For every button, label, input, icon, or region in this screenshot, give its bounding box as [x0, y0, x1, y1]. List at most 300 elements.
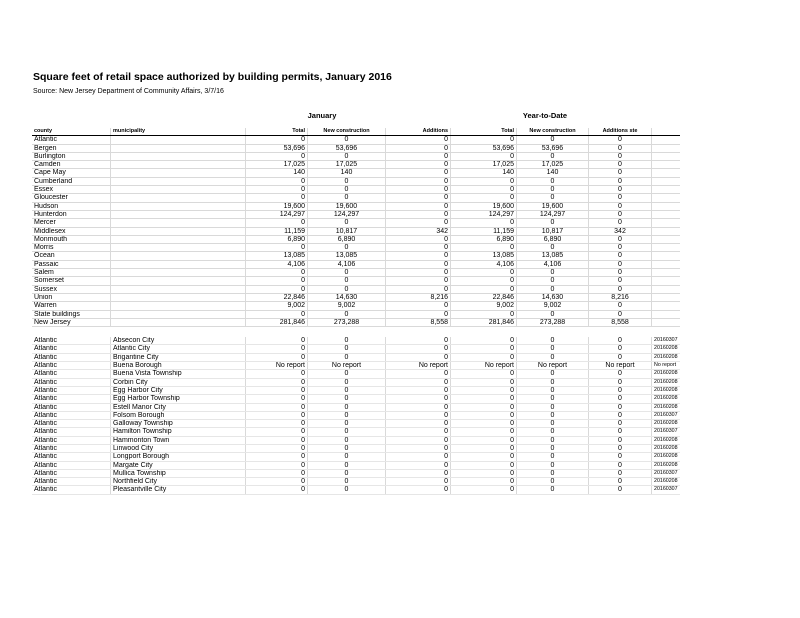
cell-jan-additions: 0 [386, 235, 451, 243]
cell-ytd-new-construction: 19,600 [517, 202, 589, 210]
cell-jan-total: 0 [246, 194, 308, 202]
cell-jan-additions: 0 [386, 444, 451, 452]
cell-ytd-new-construction: 6,890 [517, 235, 589, 243]
group-header-ytd: Year-to-Date [522, 111, 568, 120]
cell-municipality [111, 244, 246, 252]
cell-ytd-total: 0 [451, 353, 517, 361]
cell-municipality [111, 277, 246, 285]
cell-jan-new-construction: 0 [308, 310, 386, 318]
cell-ytd-new-construction: 53,696 [517, 144, 589, 152]
cell-jan-additions: 0 [386, 370, 451, 378]
cell-county: Atlantic [32, 353, 111, 361]
cell-municipality [111, 136, 246, 144]
cell-ytd-new-construction: 0 [517, 353, 589, 361]
cell-jan-new-construction: No report [308, 362, 386, 370]
cell-report-date [652, 285, 680, 293]
cell-county: Atlantic [32, 428, 111, 436]
cell-ytd-total: 0 [451, 403, 517, 411]
cell-jan-total: 0 [246, 244, 308, 252]
cell-ytd-new-construction: 0 [517, 277, 589, 285]
cell-jan-new-construction: 6,890 [308, 235, 386, 243]
cell-jan-new-construction: 0 [308, 244, 386, 252]
cell-jan-new-construction: 0 [308, 395, 386, 403]
cell-ytd-total: 0 [451, 411, 517, 419]
cell-ytd-additions: 0 [589, 169, 652, 177]
cell-ytd-additions: 0 [589, 235, 652, 243]
cell-county: Atlantic [32, 403, 111, 411]
municipality-row [32, 370, 680, 378]
cell-ytd-additions: 0 [589, 453, 652, 461]
municipality-row [32, 444, 680, 452]
cell-jan-additions: 0 [386, 453, 451, 461]
cell-municipality [111, 186, 246, 194]
county-row [32, 269, 680, 277]
cell-municipality [111, 293, 246, 301]
county-row [32, 260, 680, 268]
cell-report-date: 20160208 [652, 370, 680, 378]
cell-jan-new-construction: 53,696 [308, 144, 386, 152]
cell-ytd-total: 0 [451, 461, 517, 469]
cell-ytd-new-construction: 0 [517, 403, 589, 411]
cell-report-date: 20160208 [652, 478, 680, 486]
cell-municipality [111, 318, 246, 326]
cell-municipality: Mullica Township [111, 469, 246, 477]
cell-municipality [111, 210, 246, 218]
cell-report-date [652, 277, 680, 285]
cell-jan-new-construction: 0 [308, 269, 386, 277]
cell-jan-total: 0 [246, 310, 308, 318]
cell-jan-new-construction: 4,106 [308, 260, 386, 268]
county-row [32, 186, 680, 194]
cell-county: Somerset [32, 277, 111, 285]
cell-jan-additions: 0 [386, 252, 451, 260]
cell-jan-new-construction: 124,297 [308, 210, 386, 218]
cell-municipality [111, 252, 246, 260]
municipality-row [32, 337, 680, 345]
cell-jan-new-construction: 0 [308, 436, 386, 444]
county-row [32, 210, 680, 218]
municipality-row [32, 478, 680, 486]
cell-county: Hunterdon [32, 210, 111, 218]
county-row [32, 227, 680, 235]
cell-county: Cape May [32, 169, 111, 177]
cell-jan-total: 0 [246, 436, 308, 444]
cell-municipality [111, 177, 246, 185]
cell-ytd-total: 13,085 [451, 252, 517, 260]
cell-jan-new-construction: 0 [308, 345, 386, 353]
cell-county: Salem [32, 269, 111, 277]
cell-jan-new-construction: 0 [308, 177, 386, 185]
cell-report-date [652, 269, 680, 277]
cell-county: county [32, 128, 111, 136]
cell-municipality: Buena Vista Township [111, 370, 246, 378]
municipality-row [32, 486, 680, 494]
cell-report-date: 20160307 [652, 428, 680, 436]
cell-ytd-total: 6,890 [451, 235, 517, 243]
cell-report-date [652, 293, 680, 301]
cell-jan-new-construction: 0 [308, 378, 386, 386]
county-row [32, 252, 680, 260]
cell-county: Atlantic [32, 337, 111, 345]
cell-ytd-additions: 342 [589, 227, 652, 235]
cell-ytd-additions: 0 [589, 395, 652, 403]
cell-report-date [652, 302, 680, 310]
cell-ytd-additions: 0 [589, 152, 652, 160]
cell-ytd-new-construction: 0 [517, 486, 589, 494]
cell-municipality: Hammonton Town [111, 436, 246, 444]
cell-ytd-additions: 0 [589, 411, 652, 419]
cell-jan-new-construction: 0 [308, 194, 386, 202]
spacer-cell [32, 327, 680, 338]
cell-county: Passaic [32, 260, 111, 268]
cell-ytd-new-construction: 124,297 [517, 210, 589, 218]
cell-ytd-additions: 0 [589, 345, 652, 353]
cell-jan-total: 22,846 [246, 293, 308, 301]
cell-ytd-new-construction: 0 [517, 469, 589, 477]
cell-ytd-total: 0 [451, 469, 517, 477]
county-row [32, 219, 680, 227]
cell-ytd-total: 124,297 [451, 210, 517, 218]
cell-jan-total: 0 [246, 478, 308, 486]
cell-ytd-additions: 0 [589, 219, 652, 227]
cell-ytd-total: 0 [451, 453, 517, 461]
cell-ytd-total: 0 [451, 219, 517, 227]
cell-ytd-total: 0 [451, 152, 517, 160]
cell-municipality [111, 227, 246, 235]
county-row [32, 136, 680, 144]
county-row [32, 277, 680, 285]
cell-jan-additions: 0 [386, 161, 451, 169]
cell-jan-new-construction: 9,002 [308, 302, 386, 310]
cell-ytd-total: 140 [451, 169, 517, 177]
cell-jan-new-construction: 0 [308, 337, 386, 345]
cell-ytd-total: 0 [451, 378, 517, 386]
group-header-january: January [307, 111, 337, 120]
cell-report-date [652, 161, 680, 169]
cell-jan-additions: 0 [386, 219, 451, 227]
cell-county: Atlantic [32, 420, 111, 428]
municipality-row [32, 436, 680, 444]
cell-report-date: 20160208 [652, 353, 680, 361]
cell-jan-additions: 0 [386, 260, 451, 268]
cell-report-date [652, 128, 680, 136]
cell-jan-new-construction: 0 [308, 219, 386, 227]
cell-county: Atlantic [32, 478, 111, 486]
cell-ytd-new-construction: 13,085 [517, 252, 589, 260]
cell-ytd-new-construction: 4,106 [517, 260, 589, 268]
cell-ytd-new-construction: 0 [517, 136, 589, 144]
cell-county: Atlantic [32, 436, 111, 444]
cell-jan-additions: 0 [386, 337, 451, 345]
cell-ytd-new-construction: 0 [517, 244, 589, 252]
cell-municipality: Galloway Township [111, 420, 246, 428]
county-row [32, 194, 680, 202]
cell-county: Monmouth [32, 235, 111, 243]
cell-ytd-additions: 0 [589, 186, 652, 194]
cell-jan-additions: 0 [386, 310, 451, 318]
cell-ytd-total: 22,846 [451, 293, 517, 301]
cell-report-date [652, 194, 680, 202]
municipality-row [32, 403, 680, 411]
cell-jan-total: 53,696 [246, 144, 308, 152]
cell-jan-total: 17,025 [246, 161, 308, 169]
cell-ytd-total: 0 [451, 244, 517, 252]
cell-jan-additions: 0 [386, 152, 451, 160]
cell-ytd-new-construction: 0 [517, 370, 589, 378]
municipality-row [32, 362, 680, 370]
cell-ytd-new-construction: 0 [517, 177, 589, 185]
cell-ytd-total: 9,002 [451, 302, 517, 310]
cell-municipality: Folsom Borough [111, 411, 246, 419]
cell-report-date: 20160208 [652, 403, 680, 411]
cell-ytd-additions: 0 [589, 486, 652, 494]
cell-county: Atlantic [32, 136, 111, 144]
cell-municipality [111, 269, 246, 277]
cell-jan-total: 281,846 [246, 318, 308, 326]
cell-ytd-additions: 0 [589, 337, 652, 345]
cell-county: Ocean [32, 252, 111, 260]
cell-ytd-new-construction: 0 [517, 395, 589, 403]
cell-report-date [652, 144, 680, 152]
cell-jan-new-construction: 0 [308, 420, 386, 428]
cell-jan-additions: No report [386, 362, 451, 370]
cell-jan-additions: 0 [386, 378, 451, 386]
cell-jan-new-construction: 0 [308, 353, 386, 361]
county-row [32, 244, 680, 252]
cell-ytd-total: 0 [451, 310, 517, 318]
cell-jan-new-construction: 0 [308, 428, 386, 436]
table-header-row [32, 128, 680, 136]
cell-jan-additions: 0 [386, 136, 451, 144]
cell-municipality: Egg Harbor Township [111, 395, 246, 403]
cell-jan-additions: 0 [386, 277, 451, 285]
cell-jan-total: 0 [246, 428, 308, 436]
cell-report-date: 20160208 [652, 395, 680, 403]
municipality-row [32, 345, 680, 353]
cell-jan-total: 6,890 [246, 235, 308, 243]
cell-ytd-additions: 0 [589, 302, 652, 310]
cell-ytd-new-construction: No report [517, 362, 589, 370]
cell-ytd-additions: 0 [589, 161, 652, 169]
cell-ytd-total: 0 [451, 277, 517, 285]
cell-ytd-total: 0 [451, 444, 517, 452]
cell-county: Atlantic [32, 444, 111, 452]
cell-ytd-total: 0 [451, 420, 517, 428]
cell-county: Union [32, 293, 111, 301]
municipality-row [32, 353, 680, 361]
cell-jan-total: 0 [246, 186, 308, 194]
cell-ytd-total: 11,159 [451, 227, 517, 235]
cell-jan-additions: 342 [386, 227, 451, 235]
cell-municipality: Corbin City [111, 378, 246, 386]
cell-municipality [111, 169, 246, 177]
cell-report-date: No report [652, 362, 680, 370]
cell-jan-additions: 0 [386, 144, 451, 152]
cell-ytd-additions: 0 [589, 461, 652, 469]
cell-jan-total: 9,002 [246, 302, 308, 310]
cell-county: Atlantic [32, 362, 111, 370]
cell-jan-total: 0 [246, 177, 308, 185]
cell-jan-additions: 0 [386, 194, 451, 202]
county-row [32, 302, 680, 310]
cell-jan-new-construction: 0 [308, 444, 386, 452]
cell-ytd-total: 0 [451, 269, 517, 277]
cell-jan-additions: 0 [386, 244, 451, 252]
cell-county: State buildings [32, 310, 111, 318]
cell-municipality [111, 285, 246, 293]
cell-ytd-new-construction: 0 [517, 411, 589, 419]
cell-municipality [111, 219, 246, 227]
cell-ytd-additions: No report [589, 362, 652, 370]
cell-ytd-total: 53,696 [451, 144, 517, 152]
cell-jan-additions: 0 [386, 186, 451, 194]
cell-report-date [652, 152, 680, 160]
cell-ytd-additions: 0 [589, 269, 652, 277]
cell-jan-total: 0 [246, 370, 308, 378]
cell-ytd-total: 0 [451, 386, 517, 394]
cell-municipality [111, 302, 246, 310]
cell-jan-total: 0 [246, 285, 308, 293]
cell-jan-additions: 8,558 [386, 318, 451, 326]
cell-report-date [652, 219, 680, 227]
cell-municipality [111, 202, 246, 210]
cell-county: Sussex [32, 285, 111, 293]
cell-county: Atlantic [32, 370, 111, 378]
cell-ytd-new-construction: 0 [517, 428, 589, 436]
county-row [32, 202, 680, 210]
cell-report-date: 20160208 [652, 453, 680, 461]
cell-jan-new-construction: 14,630 [308, 293, 386, 301]
cell-jan-total: 0 [246, 486, 308, 494]
cell-county: Bergen [32, 144, 111, 152]
cell-jan-additions: 0 [386, 461, 451, 469]
cell-jan-new-construction: 0 [308, 370, 386, 378]
cell-municipality [111, 235, 246, 243]
cell-jan-new-construction: 0 [308, 186, 386, 194]
cell-report-date: 20160307 [652, 337, 680, 345]
cell-ytd-additions: 0 [589, 136, 652, 144]
cell-county: Middlesex [32, 227, 111, 235]
cell-report-date: 20160208 [652, 345, 680, 353]
cell-report-date [652, 252, 680, 260]
cell-jan-new-construction: 140 [308, 169, 386, 177]
county-row [32, 318, 680, 326]
county-row [32, 177, 680, 185]
cell-jan-total: No report [246, 362, 308, 370]
cell-county: Atlantic [32, 345, 111, 353]
cell-report-date: 20160208 [652, 461, 680, 469]
cell-report-date [652, 136, 680, 144]
cell-ytd-total: 281,846 [451, 318, 517, 326]
cell-ytd-new-construction: 0 [517, 420, 589, 428]
cell-jan-new-construction: 0 [308, 461, 386, 469]
section-spacer [32, 327, 680, 338]
cell-ytd-additions: 0 [589, 378, 652, 386]
cell-ytd-new-construction: 0 [517, 436, 589, 444]
cell-jan-new-construction: 19,600 [308, 202, 386, 210]
cell-report-date [652, 177, 680, 185]
cell-jan-new-construction: 0 [308, 469, 386, 477]
cell-ytd-additions: 0 [589, 210, 652, 218]
cell-jan-total: 0 [246, 403, 308, 411]
cell-jan-total: 0 [246, 444, 308, 452]
cell-jan-additions: 0 [386, 386, 451, 394]
cell-ytd-total: 0 [451, 395, 517, 403]
cell-ytd-new-construction: 0 [517, 186, 589, 194]
cell-ytd-new-construction: 10,817 [517, 227, 589, 235]
cell-jan-total: 0 [246, 469, 308, 477]
cell-municipality [111, 144, 246, 152]
cell-ytd-additions: 0 [589, 194, 652, 202]
cell-county: Atlantic [32, 486, 111, 494]
cell-jan-total: 13,085 [246, 252, 308, 260]
cell-ytd-total: 0 [451, 486, 517, 494]
cell-ytd-new-construction: 140 [517, 169, 589, 177]
cell-report-date: 20160208 [652, 378, 680, 386]
cell-ytd-total: Total [451, 128, 517, 136]
cell-municipality: Absecon City [111, 337, 246, 345]
cell-jan-additions: 0 [386, 285, 451, 293]
cell-report-date [652, 210, 680, 218]
permits-table [32, 128, 680, 495]
cell-municipality: Brigantine City [111, 353, 246, 361]
cell-county: New Jersey [32, 318, 111, 326]
cell-jan-total: 4,106 [246, 260, 308, 268]
cell-jan-total: Total [246, 128, 308, 136]
cell-ytd-total: 0 [451, 177, 517, 185]
cell-jan-additions: 0 [386, 486, 451, 494]
cell-county: Morris [32, 244, 111, 252]
cell-ytd-additions: 0 [589, 444, 652, 452]
cell-ytd-additions: 0 [589, 386, 652, 394]
cell-ytd-total: 19,600 [451, 202, 517, 210]
cell-report-date [652, 244, 680, 252]
cell-report-date: 20160208 [652, 444, 680, 452]
cell-municipality [111, 260, 246, 268]
cell-ytd-additions: 0 [589, 420, 652, 428]
municipality-row [32, 461, 680, 469]
cell-jan-total: 140 [246, 169, 308, 177]
cell-jan-new-construction: 0 [308, 403, 386, 411]
cell-ytd-additions: 0 [589, 310, 652, 318]
cell-municipality: Northfield City [111, 478, 246, 486]
cell-jan-total: 0 [246, 219, 308, 227]
cell-jan-total: 0 [246, 453, 308, 461]
cell-municipality: Linwood City [111, 444, 246, 452]
cell-ytd-new-construction: 0 [517, 337, 589, 345]
cell-county: Atlantic [32, 453, 111, 461]
county-row [32, 310, 680, 318]
cell-ytd-additions: 0 [589, 252, 652, 260]
cell-ytd-additions: 8,216 [589, 293, 652, 301]
cell-jan-additions: 0 [386, 403, 451, 411]
cell-jan-new-construction: New construction [308, 128, 386, 136]
cell-ytd-new-construction: 0 [517, 386, 589, 394]
cell-ytd-additions: 0 [589, 428, 652, 436]
source-note: Source: New Jersey Department of Community Affairs, 3/7/16 [33, 88, 224, 95]
cell-municipality: municipality [111, 128, 246, 136]
county-row [32, 285, 680, 293]
cell-municipality: Longport Borough [111, 453, 246, 461]
cell-ytd-additions: 0 [589, 177, 652, 185]
cell-ytd-new-construction: 0 [517, 444, 589, 452]
cell-report-date [652, 235, 680, 243]
cell-county: Hudson [32, 202, 111, 210]
cell-ytd-total: 17,025 [451, 161, 517, 169]
cell-ytd-new-construction: 0 [517, 152, 589, 160]
cell-municipality: Hamilton Township [111, 428, 246, 436]
cell-jan-total: 0 [246, 378, 308, 386]
